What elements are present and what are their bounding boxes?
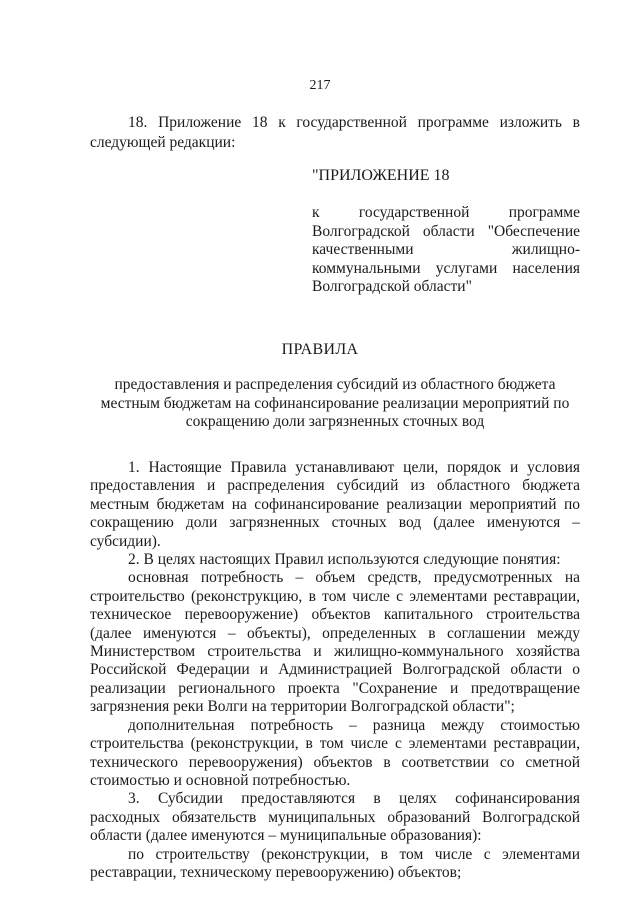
appendix-header (312, 166, 580, 297)
body-paragraph-6: по строительству (реконструкции, в том числе с элементами реставрации, техническому перевооружению) объектов; (90, 845, 580, 881)
document-body (90, 459, 580, 882)
body-paragraph-5: 3. Субсидии предоставляются в целях софинансирования расходных обязательств муниципальных образований Волгоградской области (далее именуются – муниципальные образования): (90, 790, 580, 845)
intro-paragraph: 18. Приложение 18 к государственной программе изложить в следующей редакции: (90, 114, 580, 151)
body-paragraph-1: 1. Настоящие Правила устанавливают цели, порядок и условия предоставления и распределения субсидий из областного бюджета местным бюджетам на софинансирование реализации мероприятий по сокращению доли загрязненных сточных вод (далее именуются – субсидии). (90, 459, 580, 550)
rules-subtitle: предоставления и распределения субсидий из областного бюджета местным бюджетам на софинансирование реализации мероприятий по сокращению доли загрязненных сточных вод (100, 376, 570, 430)
appendix-title: "ПРИЛОЖЕНИЕ 18 (312, 167, 450, 184)
page-number: 217 (309, 78, 331, 93)
rules-title: ПРАВИЛА (281, 341, 359, 358)
body-paragraph-2: 2. В целях настоящих Правил используются следующие понятия: (128, 551, 561, 569)
appendix-subtitle: к государственной программе Волгоградской области "Обеспечение качественными жилищно-коммунальными услугами населения Волгоградской области" (312, 204, 580, 295)
body-paragraph-3: основная потребность – объем средств, предусмотренных на строительство (реконструкцию, в том числе с элементами реставрации, техническое перевооружение) объектов капитального строительства (далее именуются – объекты), определенных в соглашении между Министерством строительства и жилищно-коммунального хозяйства Российской Федерации и Администрацией Волгоградской области о реализации регионального проекта "Сохранение и предотвращение загрязнения реки Волги на территории Волгоградской области"; (90, 569, 580, 716)
body-paragraph-4: дополнительная потребность – разница между стоимостью строительства (реконструкции, в том числе с элементами реставрации, технического перевооружения) объектов в соответствии со сметной стоимостью и основной потребностью. (90, 716, 580, 789)
